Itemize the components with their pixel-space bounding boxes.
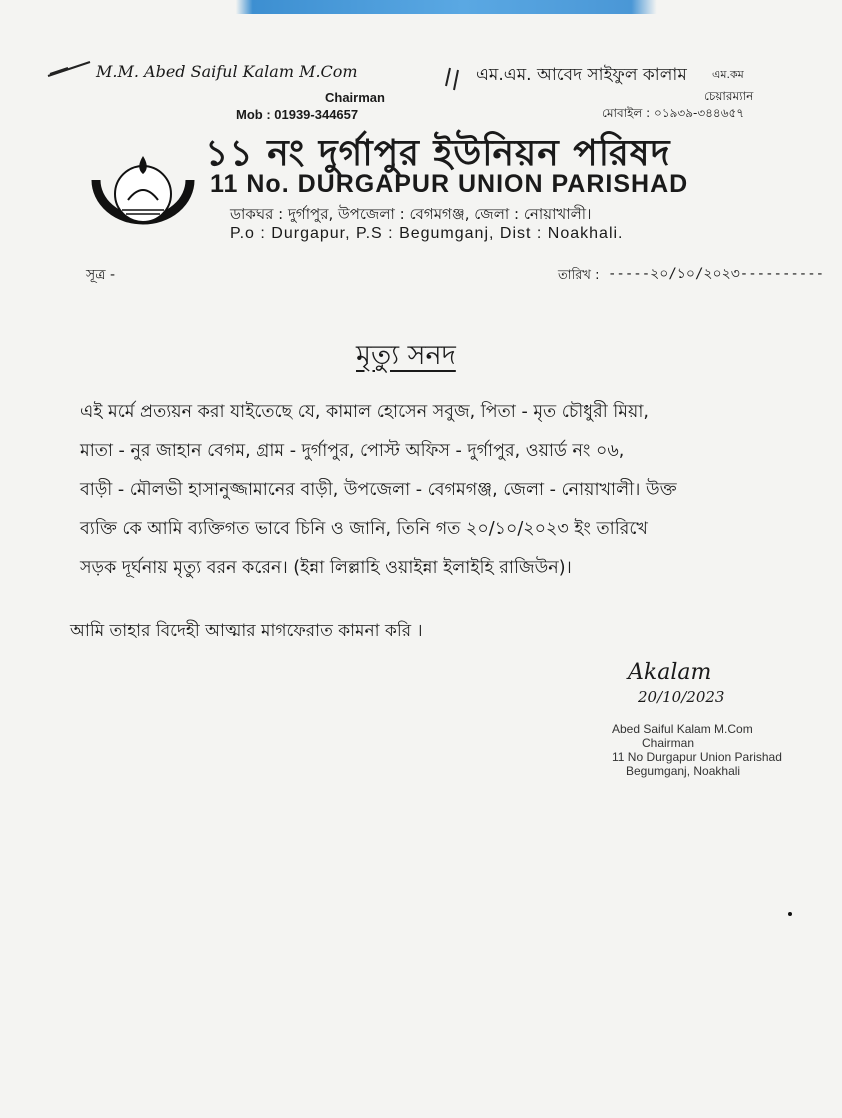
address-en: P.o : Durgapur, P.S : Begumganj, Dist : Noakhali. [230,225,624,242]
signature: Akalam [628,660,712,685]
chairman-name-en: M.M. Abed Saiful Kalam M.Com [96,62,358,81]
union-parishad-emblem-icon [88,150,198,238]
chairman-role-en: Chairman [325,90,385,105]
body-line: মাতা - নুর জাহান বেগম, গ্রাম - দুর্গাপুর, পোস্ট অফিস - দুর্গাপুর, ওয়ার্ড নং ০৬, [80,441,625,461]
chairman-mobile-en: Mob : 01939-344657 [236,107,359,122]
certificate-body [80,393,810,588]
official-stamp [612,722,782,778]
body-line: ব্যক্তি কে আমি ব্যক্তিগত ভাবে চিনি ও জানি, তিনি গত ২০/১০/২০২৩ ইং তারিখে [80,519,648,539]
pen-mark-icon [46,58,92,78]
chairman-mobile-bn: মোবাইল : ০১৯৩৯-৩৪৪৬৫৭ [602,106,745,120]
chairman-degree-bn: এম.কম [712,68,744,81]
signature-date: 20/10/2023 [638,688,725,706]
chairman-name-bn: এম.এম. আবেদ সাইফুল কালাম [476,65,687,85]
certificate-heading: মৃত্যু সনদ [356,340,456,371]
body-line: বাড়ী - মৌলভী হাসানুজ্জামানের বাড়ী, উপজেলা - বেগমগঞ্জ, জেলা - নোয়াখালী। উক্ত [80,480,677,500]
date-value: -----২০/১০/২০২৩---------- [608,266,825,282]
body-line: এই মর্মে প্রত্যয়ন করা যাইতেছে যে, কামাল হোসেন সবুজ, পিতা - মৃত চৌধুরী মিয়া, [80,402,649,422]
date-label: তারিখ : [558,268,600,283]
ink-dot [788,912,792,916]
stamp-line: Begumganj, Noakhali [626,764,741,778]
reference-label: সূত্র - [86,267,116,283]
body-line: সড়ক দূর্ঘনায় মৃত্যু বরন করেন। (ইন্না লিল্লাহি ওয়াইন্না ইলাইহি রাজিউন)। [80,558,572,578]
parishad-title-bn: ১১ নং দুর্গাপুর ইউনিয়ন পরিষদ [205,133,671,174]
chairman-role-bn: চেয়ারম্যান [704,89,754,103]
address-bn: ডাকঘর : দুর্গাপুর, উপজেলা : বেগমগঞ্জ, জেলা : নোয়াখালী। [230,205,592,223]
wish-line: আমি তাহার বিদেহী আত্মার মাগফেরাত কামনা করি । [70,621,423,641]
stamp-line: Chairman [642,736,695,750]
top-color-band [0,0,842,14]
pen-mark-icon [444,62,468,92]
stamp-line: 11 No Durgapur Union Parishad [612,750,782,764]
stamp-line: Abed Saiful Kalam M.Com [612,722,753,736]
parishad-title-en: 11 No. DURGAPUR UNION PARISHAD [210,170,689,198]
